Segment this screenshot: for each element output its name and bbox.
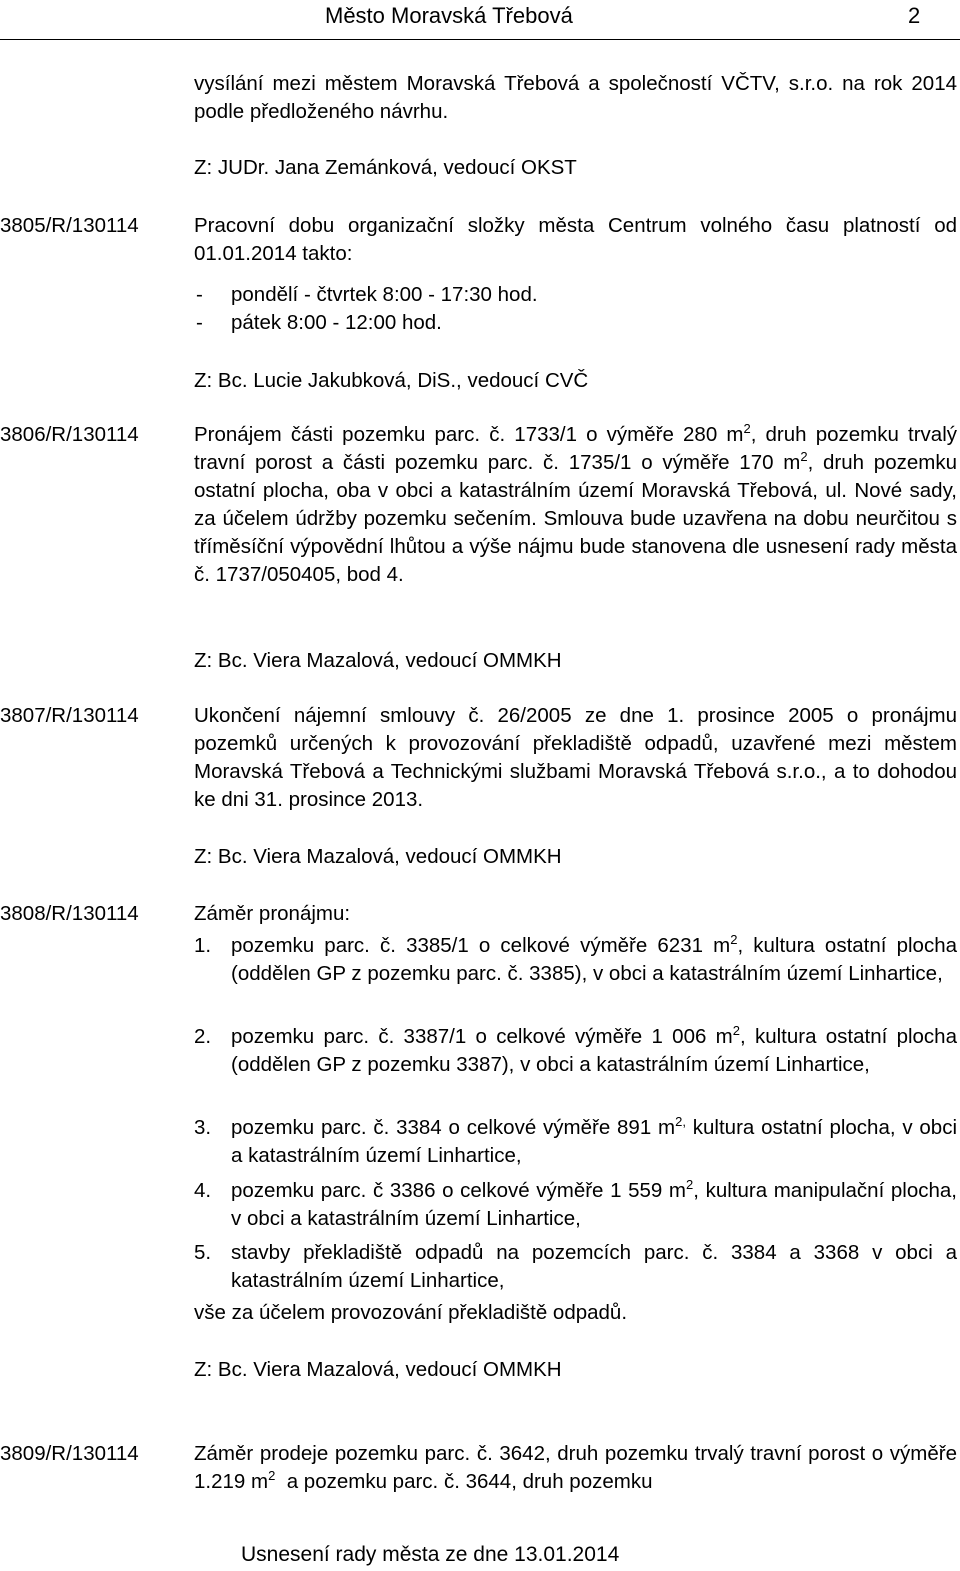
list-item xyxy=(194,932,957,988)
superscript: 2 xyxy=(268,1468,276,1484)
resolution-number: 3805/R/130114 xyxy=(0,214,139,237)
list-item xyxy=(194,281,957,309)
list-item-text: pozemku parc. č. 3385/1 o celkové výměře 6231 $m^2$, kultura ostatní plocha (oddělen GP z pozemku parc. č. 3385), v obci a katastrálním území Linhartice, xyxy=(231,932,958,985)
closing-text: vše za účelem provozování překladiště odpadů. xyxy=(194,1301,628,1324)
item-number: 4. xyxy=(194,1179,212,1202)
list-item xyxy=(194,1239,957,1295)
superscript: 2 xyxy=(743,421,751,437)
responsible-3807: Z: Bc. Viera Mazalová, vedoucí OMMKH xyxy=(194,845,562,868)
dash-bullet: - xyxy=(196,311,203,334)
resolution-text: Ukončení nájemní smlouvy č. 26/2005 ze dne 1. prosince 2005 o pronájmu pozemků určených k provozování překladiště odpadů, uzavřené mezi městem Moravská Třebová a Technickými službami Moravská Třebová s.r.o., a to dohodou ke dni 31. prosince 2013. xyxy=(194,704,957,811)
list-item-text: pozemku parc. č. 3384 o celkové výměře 891 $m^{2,}$ kultura ostatní plocha, v obci a katastrálním území Linhartice, xyxy=(231,1114,958,1167)
list-item-text: pozemku parc. č 3386 o celkové výměře 1 559 $m^2$, kultura manipulační plocha, v obci a katastrálním území Linhartice, xyxy=(231,1177,957,1230)
list-item-text: stavby překladiště odpadů na pozemcích parc. č. 3384 a 3368 v obci a katastrálním území Linhartice, xyxy=(231,1241,957,1292)
list-item-text: pátek 8:00 - 12:00 hod. xyxy=(231,311,442,334)
resolution-heading: Záměr pronájmu: xyxy=(194,902,351,925)
item-number: 3. xyxy=(194,1116,212,1139)
page-header xyxy=(0,0,960,40)
intro-responsible: Z: JUDr. Jana Zemánková, vedoucí OKST xyxy=(194,156,577,179)
resolution-text: Pracovní dobu organizační složky města Centrum volného času platností od 01.01.2014 takto: xyxy=(194,214,957,265)
item-number: 1. xyxy=(194,934,212,957)
list-item-text: pondělí - čtvrtek 8:00 - 17:30 hod. xyxy=(231,283,538,306)
list-item-text: pozemku parc. č. 3387/1 o celkové výměře 1 006 $m^2$, kultura ostatní plocha (oddělen GP z pozemku 3387), v obci a katastrálním území Linhartice, xyxy=(231,1023,957,1076)
responsible-3805: Z: Bc. Lucie Jakubková, DiS., vedoucí CVČ xyxy=(194,369,589,392)
page-number: 2 xyxy=(908,3,921,28)
list-item xyxy=(194,309,957,337)
item-number: 5. xyxy=(194,1241,212,1264)
item-number: 2. xyxy=(194,1025,212,1048)
list-item xyxy=(194,1023,957,1079)
dash-bullet: - xyxy=(196,283,203,306)
resolution-number: 3806/R/130114 xyxy=(0,423,139,446)
resolution-number: 3809/R/130114 xyxy=(0,1442,139,1465)
resolution-text: Záměr prodeje pozemku parc. č. 3642, druh pozemku trvalý travní porost o výměře 1.219 $m^2$ a pozemku parc. č. 3644, druh pozemku xyxy=(194,1442,957,1493)
resolution-text: Pronájem části pozemku parc. č. 1733/1 o výměře 280 $m^2$, druh pozemku trvalý travní porost a části pozemku parc. č. 1735/1 o výměře 170 $m^2$, druh pozemku ostatní plocha, oba v obci a katastrálním území Moravská Třebová, ul. Nové sady, za účelem údržby pozemku sečením. Smlouva bude uzavřena na dobu neurčitou s tříměsíční výpovědní lhůtou a výše nájmu bude stanovena dle usnesení rady města č. 1737/050405, bod 4. xyxy=(194,421,957,586)
resolution-number: 3808/R/130114 xyxy=(0,902,139,925)
header-title: Město Moravská Třebová xyxy=(325,3,573,28)
page-footer: Usnesení rady města ze dne 13.01.2014 xyxy=(241,1543,620,1566)
intro-text: vysílání mezi městem Moravská Třebová a společností VČTV, s.r.o. na rok 2014 podle předloženého návrhu. xyxy=(194,72,957,123)
responsible-3806: Z: Bc. Viera Mazalová, vedoucí OMMKH xyxy=(194,649,562,672)
resolution-number: 3807/R/130114 xyxy=(0,704,139,727)
superscript: 2 xyxy=(800,449,808,465)
list-item xyxy=(194,1114,957,1170)
list-item xyxy=(194,1177,957,1233)
responsible-3808: Z: Bc. Viera Mazalová, vedoucí OMMKH xyxy=(194,1358,562,1381)
